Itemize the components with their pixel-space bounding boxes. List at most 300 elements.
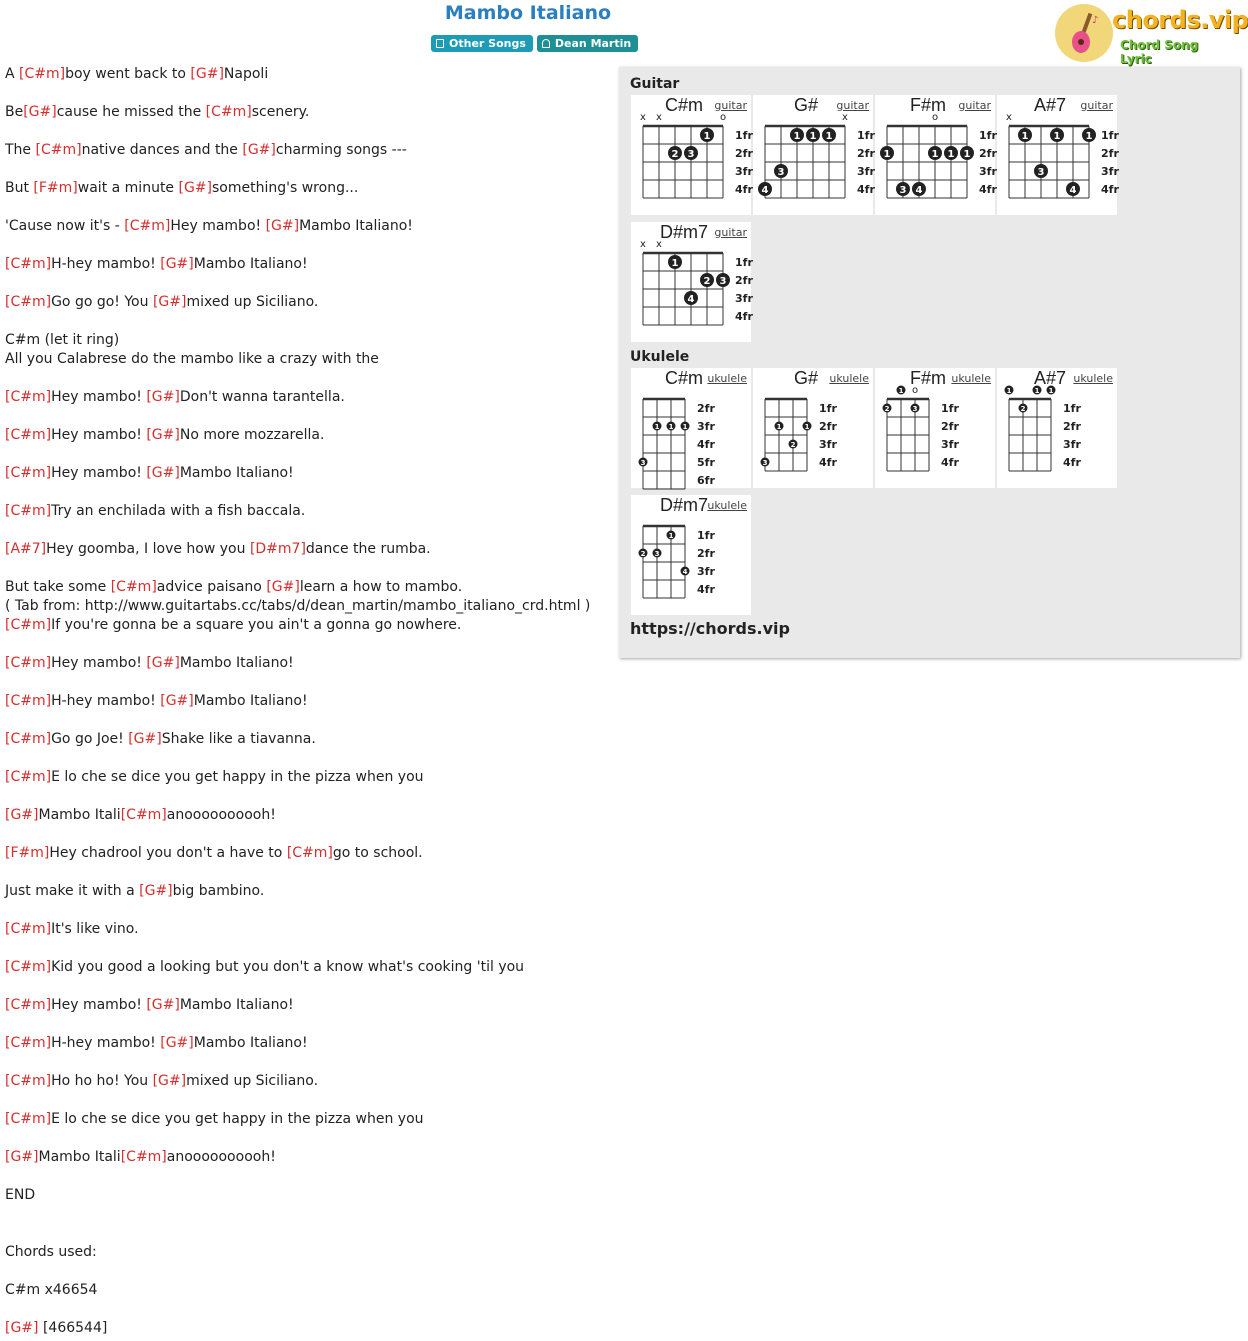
lyric-text: But take some [5,579,111,595]
lyric-line [5,502,610,521]
blank-line [5,160,610,179]
finger-number: 1 [776,423,782,431]
lyric-text: scenery. [251,104,310,120]
finger-number: 1 [804,423,810,431]
lyric-text: Mambo Italiano! [193,693,308,709]
finger-number: 2 [671,149,679,160]
lyric-text: All you Calabrese do the mambo like a crazy with the [5,351,379,367]
blank-line [5,445,610,464]
guitar-heading: Guitar [630,76,680,92]
finger-number: 1 [654,423,660,431]
finger-number: 1 [1048,387,1054,395]
lyric-text: Go go go! You [51,294,153,310]
finger-number: 1 [883,149,891,160]
chord-link[interactable]: [C#m] [120,1149,167,1165]
chord-link[interactable]: [G#] [146,997,180,1013]
lyric-line [5,464,610,483]
fret-number: 6fr [697,474,715,487]
fret-number: 1fr [1063,402,1081,415]
chord-link[interactable]: [G#] [146,655,180,671]
chord-link[interactable]: [C#m] [5,731,52,747]
fret-number: 3fr [1063,438,1081,451]
fret-number: 1fr [979,129,997,142]
chord-link[interactable]: [G#] [265,218,300,234]
lyric-text: Mambo Italiano! [179,465,294,481]
lyric-text: Mambo Italiano! [193,256,308,272]
blank-line [5,1053,610,1072]
finger-number: 1 [1053,131,1061,142]
lyric-line [5,1243,610,1262]
finger-number: 4 [915,185,923,196]
chord-link[interactable]: [C#m] [5,959,52,975]
finger-number: 1 [825,131,833,142]
guitar-icon [1068,11,1102,55]
lyric-text: Hey mambo! [51,389,147,405]
lyric-text: Mambo Italiano! [179,997,294,1013]
blank-line [5,236,610,255]
finger-number: 1 [1021,131,1029,142]
chord-link[interactable]: [C#m] [35,142,82,158]
lyric-text: Ho ho ho! You [51,1073,153,1089]
chord-link[interactable]: [G#] [160,693,194,709]
muted-string-mark: x [656,112,662,123]
lyric-text: go to school. [332,845,423,861]
finger-number: 3 [899,185,907,196]
lyric-line [5,141,610,160]
chord-name: G# [793,95,818,115]
lyrics-body [5,65,610,1338]
lyric-line [5,578,610,597]
instrument-link[interactable]: guitar [714,99,747,112]
finger-number: 2 [884,405,890,413]
chord-link[interactable]: [C#m] [5,503,52,519]
song-title: Mambo Italiano [444,2,612,24]
person-icon [542,39,550,48]
chord-name: C#m [664,368,703,388]
finger-number: 1 [668,423,674,431]
finger-number: 4 [682,568,688,576]
lyric-text: Just make it with a [5,883,140,899]
lyric-line [5,179,610,198]
lyric-text: learn a how to mambo. [299,579,463,595]
chord-link[interactable]: [G#] [146,389,180,405]
fret-number: 3fr [1101,165,1119,178]
ukulele-chord-diagram[interactable] [997,368,1117,488]
lyric-text: anoooooooooh! [166,1149,276,1165]
guitar-chord-diagram[interactable] [753,95,873,215]
lyric-line [5,692,610,711]
chord-link[interactable]: [G#] [128,731,162,747]
lyric-text: H-hey mambo! [51,1035,161,1051]
finger-number: 1 [703,131,711,142]
fret-number: 4fr [941,456,959,469]
instrument-link[interactable]: guitar [836,99,869,112]
guitar-chord-diagram[interactable] [631,222,751,342]
lyric-text: C#m x46654 [5,1282,98,1298]
svg-text:♪: ♪ [1092,15,1099,26]
lyric-text: Don't wanna tarantella. [179,389,345,405]
open-string-mark: o [931,112,939,123]
lyric-text: mixed up Siciliano. [186,294,319,310]
lyric-line [5,616,610,635]
muted-string-mark: x [842,112,848,123]
fret-number: 1fr [1101,129,1119,142]
chord-link[interactable]: [C#m] [5,655,52,671]
blank-line [5,483,610,502]
finger-number: 4 [1069,185,1077,196]
fret-number: 4fr [979,183,997,196]
lyric-line [5,768,610,787]
guitar-chord-diagram[interactable] [631,95,751,215]
blank-line [5,863,610,882]
lyric-text: advice paisano [156,579,267,595]
fret-number: 2fr [857,147,875,160]
lyric-line [5,920,610,939]
blank-line [5,635,610,654]
blank-line [5,673,610,692]
finger-number: 1 [947,149,955,160]
finger-number: 3 [1037,167,1045,178]
fret-number: 4fr [735,183,753,196]
lyric-line [5,1281,610,1300]
chord-link[interactable]: [C#m] [286,845,333,861]
logo-brand: chords.vip [1112,6,1248,34]
blank-line [5,939,610,958]
lyric-text: E lo che se dice you get happy in the pizza when you [51,1111,424,1127]
lyric-text: Napoli [223,66,269,82]
lyric-text: cause he missed the [56,104,206,120]
lyric-line [5,844,610,863]
chord-link[interactable]: [C#m] [5,1073,52,1089]
fret-number: 1fr [735,256,753,269]
ukulele-chord-diagram[interactable] [631,495,751,615]
guitar-chord-diagram[interactable] [997,95,1117,215]
finger-number: 1 [671,258,679,269]
lyric-text: [466544] [38,1320,108,1336]
lyric-line [5,1034,610,1053]
chord-link[interactable]: [C#m] [5,256,52,272]
chord-link[interactable]: [A#7] [5,541,47,557]
finger-number: 1 [1034,387,1040,395]
lyric-text: But [5,180,34,196]
instrument-link[interactable]: guitar [1080,99,1113,112]
chord-link[interactable]: [C#m] [5,693,52,709]
site-link[interactable]: https://chords.vip [630,619,790,638]
fret-number: 3fr [857,165,875,178]
ukulele-chord-diagram[interactable] [631,368,751,488]
lyric-text: wait a minute [77,180,179,196]
finger-number: 4 [761,185,769,196]
fret-number: 3fr [819,438,837,451]
chord-link[interactable]: [G#] [146,427,180,443]
chord-link[interactable]: [C#m] [5,294,52,310]
lyric-text: Hey mambo! [51,465,147,481]
finger-number: 2 [790,441,796,449]
lyric-text: mixed up Siciliano. [186,1073,319,1089]
fret-number: 4fr [1063,456,1081,469]
fret-number: 4fr [697,438,715,451]
lyric-text: Chords used: [5,1244,97,1260]
blank-line [5,407,610,426]
finger-number: 1 [1085,131,1093,142]
chord-name: D#m7 [659,495,708,515]
chord-name: A#7 [1033,368,1067,388]
chord-link[interactable]: [C#m] [205,104,252,120]
lyric-line [5,540,610,559]
lyric-text: Go go Joe! [51,731,129,747]
lyric-text: Hey chadrool you don't a have to [49,845,287,861]
fret-number: 1fr [697,529,715,542]
chord-link[interactable]: [C#m] [5,769,52,785]
lyric-line [5,882,610,901]
fret-number: 2fr [819,420,837,433]
lyric-text: Mambo Itali [38,1149,121,1165]
fret-number: 4fr [735,310,753,323]
finger-number: 1 [793,131,801,142]
muted-string-mark: x [656,239,662,250]
chord-link[interactable]: [C#m] [5,1035,52,1051]
lyric-text: C#m (let it ring) [5,332,120,348]
chord-link[interactable]: [G#] [152,1073,187,1089]
fret-number: 2fr [697,547,715,560]
blank-line [5,977,610,996]
lyric-text: Mambo Italiano! [299,218,413,234]
lyric-text: E lo che se dice you get happy in the pizza when you [51,769,424,785]
ukulele-chord-diagram[interactable] [875,368,995,488]
finger-number: 1 [898,387,904,395]
chord-link[interactable]: [G#] [178,180,213,196]
chord-link[interactable]: [G#] [146,465,180,481]
finger-number: 3 [912,405,918,413]
blank-line [5,1167,610,1186]
lyric-text: Hey goomba, I love how you [46,541,250,557]
fret-number: 4fr [697,583,715,596]
chord-link[interactable]: [G#] [160,1035,194,1051]
lyric-text: Shake like a tiavanna. [161,731,316,747]
finger-number: 4 [687,294,695,305]
fret-number: 3fr [735,292,753,305]
ukulele-chord-diagram[interactable] [753,368,873,488]
blank-line [5,312,610,331]
blank-line [5,787,610,806]
blank-line [5,711,610,730]
lyric-text: boy went back to [65,66,191,82]
lyric-text: Mambo Italiano! [179,655,294,671]
lyric-text: Mambo Italiano! [193,1035,308,1051]
chord-link[interactable]: [G#] [23,104,57,120]
blank-line [5,1300,610,1319]
lyric-text: Hey mambo! [51,427,147,443]
finger-number: 1 [809,131,817,142]
other-songs-label: Other Songs [449,37,526,50]
lyric-text: It's like vino. [51,921,139,937]
lyric-line [5,217,610,236]
lyric-text: Try an enchilada with a fish baccala. [51,503,306,519]
chord-link[interactable]: [G#] [5,1149,39,1165]
chord-diagram-panel [619,67,1240,658]
fret-number: 1fr [819,402,837,415]
fret-number: 3fr [941,438,959,451]
chord-link[interactable]: [C#m] [5,921,52,937]
chord-link[interactable]: [F#m] [5,845,50,861]
chord-name: F#m [910,368,946,388]
lyric-text: Mambo Itali [38,807,121,823]
lyric-text: big bambino. [172,883,265,899]
chord-link[interactable]: [C#m] [19,66,66,82]
chord-link[interactable]: [C#m] [5,427,52,443]
fret-number: 4fr [857,183,875,196]
blank-line [5,521,610,540]
lyric-text: H-hey mambo! [51,693,161,709]
muted-string-mark: x [640,239,646,250]
lyric-line [5,1319,610,1338]
lyric-line [5,806,610,825]
fret-number: 5fr [697,456,715,469]
fret-number: 3fr [697,420,715,433]
finger-number: 1 [668,532,674,540]
blank-line [5,369,610,388]
lyric-text: Be [5,104,24,120]
open-string-mark: o [911,385,919,396]
lyric-text: A [5,66,20,82]
fret-number: 1fr [941,402,959,415]
chord-link[interactable]: [G#] [152,294,187,310]
instrument-link[interactable]: guitar [958,99,991,112]
logo-tagline: Chord Song Lyric [1120,38,1199,66]
instrument-link[interactable]: ukulele [707,372,747,385]
chord-name: F#m [910,95,946,115]
chord-name: G# [793,368,818,388]
fret-number: 3fr [979,165,997,178]
fret-number: 2fr [1101,147,1119,160]
lyric-text: H-hey mambo! [51,256,161,272]
finger-number: 3 [719,276,727,287]
lyric-line [5,1072,610,1091]
ukulele-heading: Ukulele [630,349,690,365]
instrument-link[interactable]: ukulele [707,499,747,512]
chord-name: A#7 [1033,95,1067,115]
artist-badge[interactable] [537,35,638,52]
chord-link[interactable]: [D#m7] [249,541,306,557]
finger-number: 3 [687,149,695,160]
fret-number: 2fr [697,402,715,415]
lyric-line [5,730,610,749]
blank-line [5,274,610,293]
fret-number: 2fr [735,147,753,160]
instrument-link[interactable]: ukulele [829,372,869,385]
chord-link[interactable]: [C#m] [120,807,167,823]
blank-line [5,559,610,578]
lyric-line [5,255,610,274]
lyric-text: The [5,142,36,158]
instrument-link[interactable]: ukulele [1073,372,1113,385]
blank-line [5,901,610,920]
blank-line [5,122,610,141]
lyric-text: dance the rumba. [305,541,431,557]
open-string-mark: o [719,112,727,123]
blank-line [5,1091,610,1110]
chord-link[interactable]: [C#m] [5,389,52,405]
lyric-line [5,654,610,673]
lyric-text: native dances and the [81,142,243,158]
lyric-line [5,388,610,407]
finger-number: 1 [682,423,688,431]
fret-number: 1fr [857,129,875,142]
chord-link[interactable]: [C#m] [5,1111,52,1127]
lyric-text: No more mozzarella. [179,427,325,443]
blank-line [5,749,610,768]
chord-link[interactable]: [C#m] [124,218,171,234]
fret-number: 2fr [979,147,997,160]
blank-line [5,1262,610,1281]
finger-number: 1 [963,149,971,160]
instrument-link[interactable]: guitar [714,226,747,239]
fret-number: 4fr [819,456,837,469]
chord-link[interactable]: [G#] [242,142,276,158]
lyric-line [5,65,610,84]
artist-label: Dean Martin [554,37,632,50]
finger-number: 1 [1006,387,1012,395]
finger-number: 2 [640,550,646,558]
chord-link[interactable]: [C#m] [110,579,157,595]
fret-number: 1fr [735,129,753,142]
lyric-line [5,1148,610,1167]
lyric-text: anoooooooooh! [166,807,276,823]
chord-link[interactable]: [G#] [5,807,39,823]
other-songs-badge[interactable] [431,35,533,52]
chord-link[interactable]: [G#] [5,1320,39,1336]
chord-link[interactable]: [C#m] [5,617,52,633]
finger-number: 1 [931,149,939,160]
fret-number: 3fr [735,165,753,178]
lyric-line [5,597,610,616]
chord-link[interactable]: [G#] [190,66,224,82]
fret-number: 4fr [1101,183,1119,196]
chord-link[interactable]: [G#] [160,256,194,272]
finger-number: 2 [1020,405,1026,413]
chord-link[interactable]: [G#] [266,579,300,595]
fret-number: 2fr [735,274,753,287]
fret-number: 3fr [697,565,715,578]
lyric-text: Hey mambo! [51,997,147,1013]
lyric-line [5,293,610,312]
lyric-text: ( Tab from: http://www.guitartabs.cc/tabs/d/dean_martin/mambo_italiano_crd.html ) [5,598,591,614]
chord-link[interactable]: [G#] [139,883,173,899]
blank-line [5,1224,610,1243]
lyric-text: charming songs --- [275,142,407,158]
site-logo[interactable] [1054,3,1248,66]
lyric-text: If you're gonna be a square you ain't a gonna go nowhere. [51,617,462,633]
lyric-text: something's wrong... [212,180,359,196]
chord-link[interactable]: [C#m] [5,465,52,481]
chord-name: D#m7 [659,222,708,242]
lyric-line [5,331,610,350]
chord-link[interactable]: [C#m] [5,997,52,1013]
instrument-link[interactable]: ukulele [951,372,991,385]
finger-number: 3 [762,459,768,467]
lyric-line [5,426,610,445]
lyric-line [5,958,610,977]
blank-line [5,198,610,217]
muted-string-mark: x [1006,112,1012,123]
lyric-text: END [5,1187,36,1203]
blank-line [5,84,610,103]
guitar-chord-diagram[interactable] [875,95,995,215]
lyric-line [5,350,610,369]
chord-link[interactable]: [F#m] [33,180,78,196]
lyric-text: Hey mambo! [51,655,147,671]
lyric-line [5,103,610,122]
